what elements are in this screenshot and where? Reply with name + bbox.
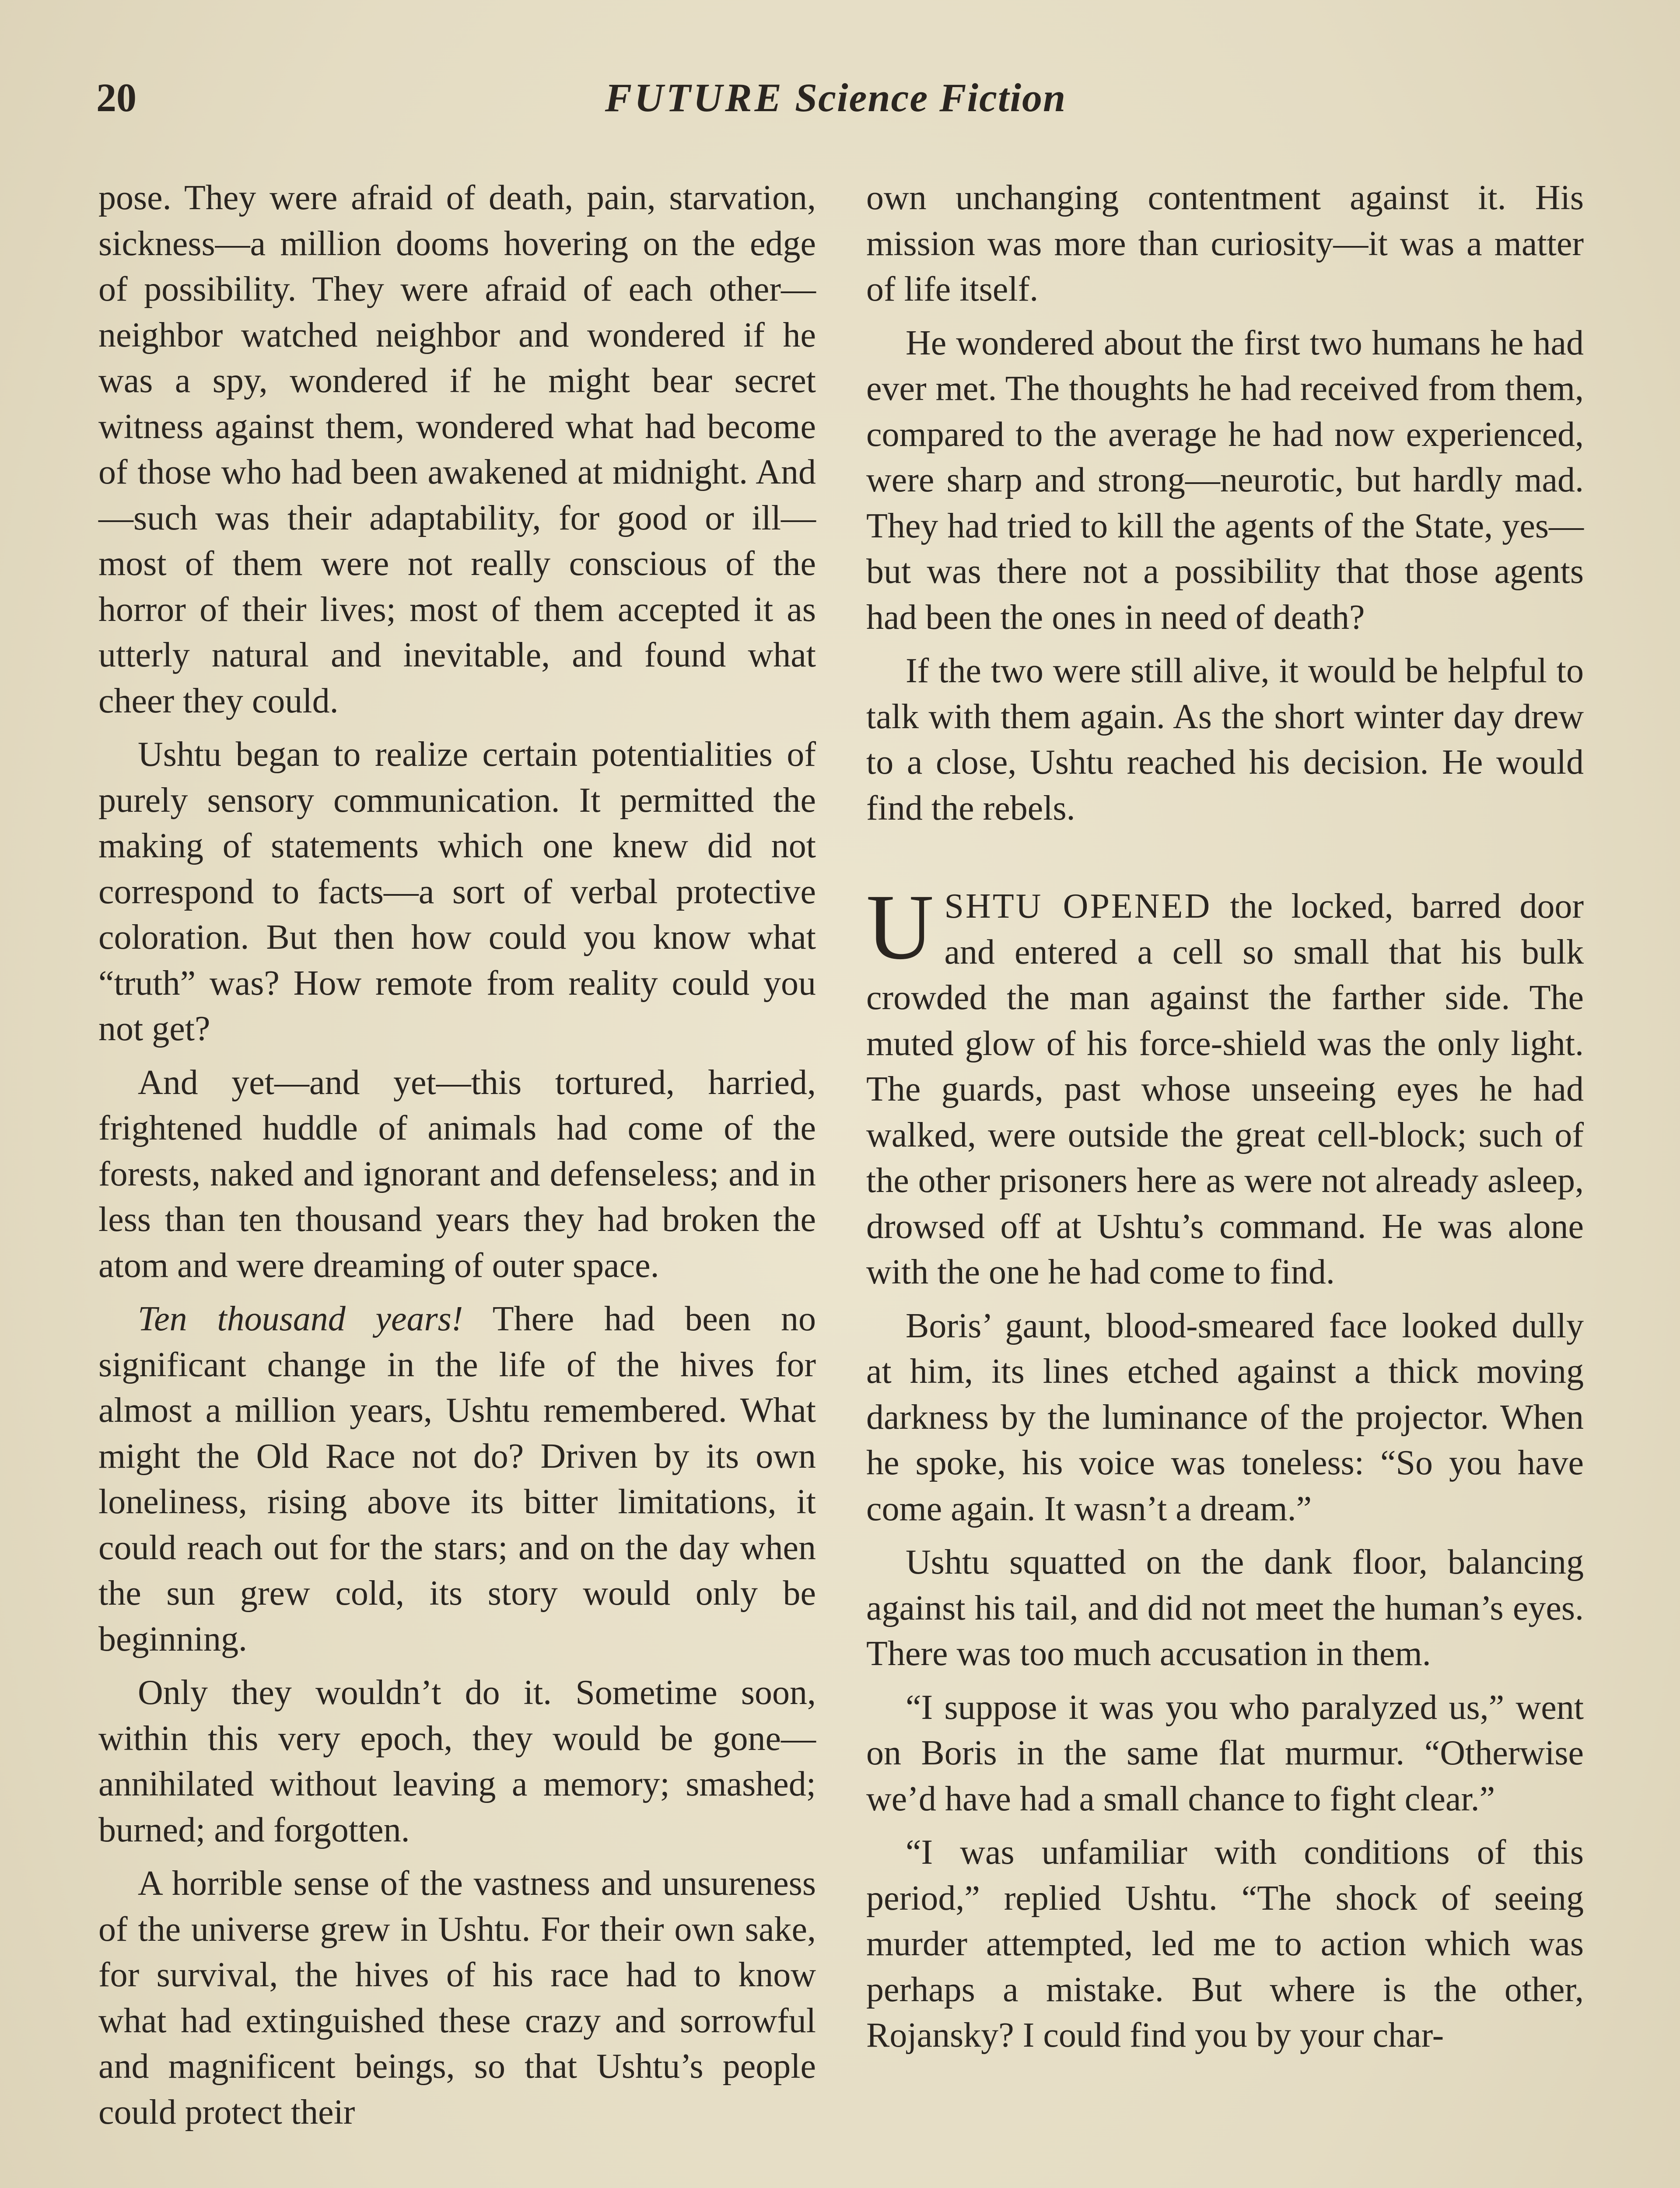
- page-number: 20: [96, 75, 136, 120]
- right-column: [866, 175, 1584, 2058]
- paragraph: He wondered about the first two humans he had ever met. The thoughts he had received from them, compared to the average he had now experienced, were sharp and strong—neurotic, but hardly mad. They had tried to kill the agents of the State, yes—but was there not a possibility that those agents had been the ones in need of death?: [866, 323, 1584, 637]
- page-header: [96, 74, 1575, 127]
- italic-phrase: Ten thousand years!: [138, 1300, 463, 1338]
- paragraph: “I was unfamiliar with conditions of this period,” replied Ushtu. “The shock of seeing murder attempted, led me to action which was perhaps a mistake. But where is the other, Rojansky? I could find you by your char-: [866, 1833, 1584, 2055]
- magazine-subtitle: Science Fiction: [794, 75, 1067, 120]
- paragraph: “I suppose it was you who paralyzed us,” went on Boris in the same flat murmur. “Otherwise we’d have had a small chance to fight clear.”: [866, 1688, 1584, 1818]
- section-opening-paragraph: [866, 875, 1584, 1295]
- paragraph: And yet—and yet—this tortured, harried, frightened huddle of animals had come of the forests, naked and ignorant and defenseless; and in less than ten thousand years they had broken the atom and were dreaming of outer space.: [98, 1063, 816, 1285]
- paragraph: Ushtu began to realize certain potentialities of purely sensory communication. It permitted the making of statements which one knew did not correspond to facts—a sort of verbal protective coloration. But then how could you know what “truth” was? How remote from reality could you not get?: [98, 735, 816, 1048]
- lead-in: SHTU OPENED: [944, 887, 1212, 926]
- paragraph: A horrible sense of the vastness and unsureness of the universe grew in Ushtu. For their own sake, for survival, the hives of his race had to know what had extinguished these crazy and sorrowful and magnificent beings, so that Ushtu’s people could protect their: [98, 1864, 816, 2132]
- paragraph: [98, 1296, 816, 1662]
- magazine-title: FUTURE: [605, 75, 784, 120]
- paragraph: own unchanging contentment against it. His mission was more than curiosity—it was a matter of life itself.: [866, 179, 1584, 309]
- paragraph: pose. They were afraid of death, pain, starvation, sickness—a million dooms hovering on the edge of possibility. They were afraid of each other—neighbor watched neighbor and wondered if he was a spy, wondered if he might bear secret witness against them, wondered what had become of those who had been awakened at midnight. And—such was their adaptability, for good or ill—most of them were not really conscious of the horror of their lives; most of them accepted it as utterly natural and inevitable, and found what cheer they could.: [98, 179, 816, 720]
- paragraph: If the two were still alive, it would be helpful to talk with them again. As the short winter day drew to a close, Ushtu reached his decision. He would find the rebels.: [866, 652, 1584, 828]
- paragraph: Boris’ gaunt, blood-smeared face looked dully at him, its lines etched against a thick moving darkness by the luminance of the projector. When he spoke, his voice was toneless: “So you have come again. It wasn’t a dream.”: [866, 1306, 1584, 1528]
- running-title: [96, 74, 1575, 121]
- paragraph-text: There had been no significant change in the life of the hives for almost a million years, Ushtu remembered. What might the Old Race not do? Driven by its own loneliness, rising above its bitter limitations, it could reach out for the stars; and on the day when the sun grew cold, its story would only be beginning.: [98, 1300, 816, 1659]
- paragraph: Only they wouldn’t do it. Sometime soon, within this very epoch, they would be gone—annihilated without leaving a memory; smashed; burned; and forgotten.: [98, 1673, 816, 1849]
- paragraph-text: the locked, barred door and entered a cell so small that his bulk crowded the man against the farther side. The muted glow of his force-shield was the only light. The guards, past whose unseeing eyes he had walked, were outside the great cell-block; such of the other prisoners here as were not already asleep, drowsed off at Ushtu’s command. He was alone with the one he had come to find.: [866, 887, 1584, 1291]
- drop-cap: U: [866, 875, 934, 979]
- left-column: [98, 175, 816, 2135]
- section-break: [866, 831, 1584, 884]
- paragraph: Ushtu squatted on the dank floor, balancing against his tail, and did not meet the human’s eyes. There was too much accusation in them.: [866, 1543, 1584, 1673]
